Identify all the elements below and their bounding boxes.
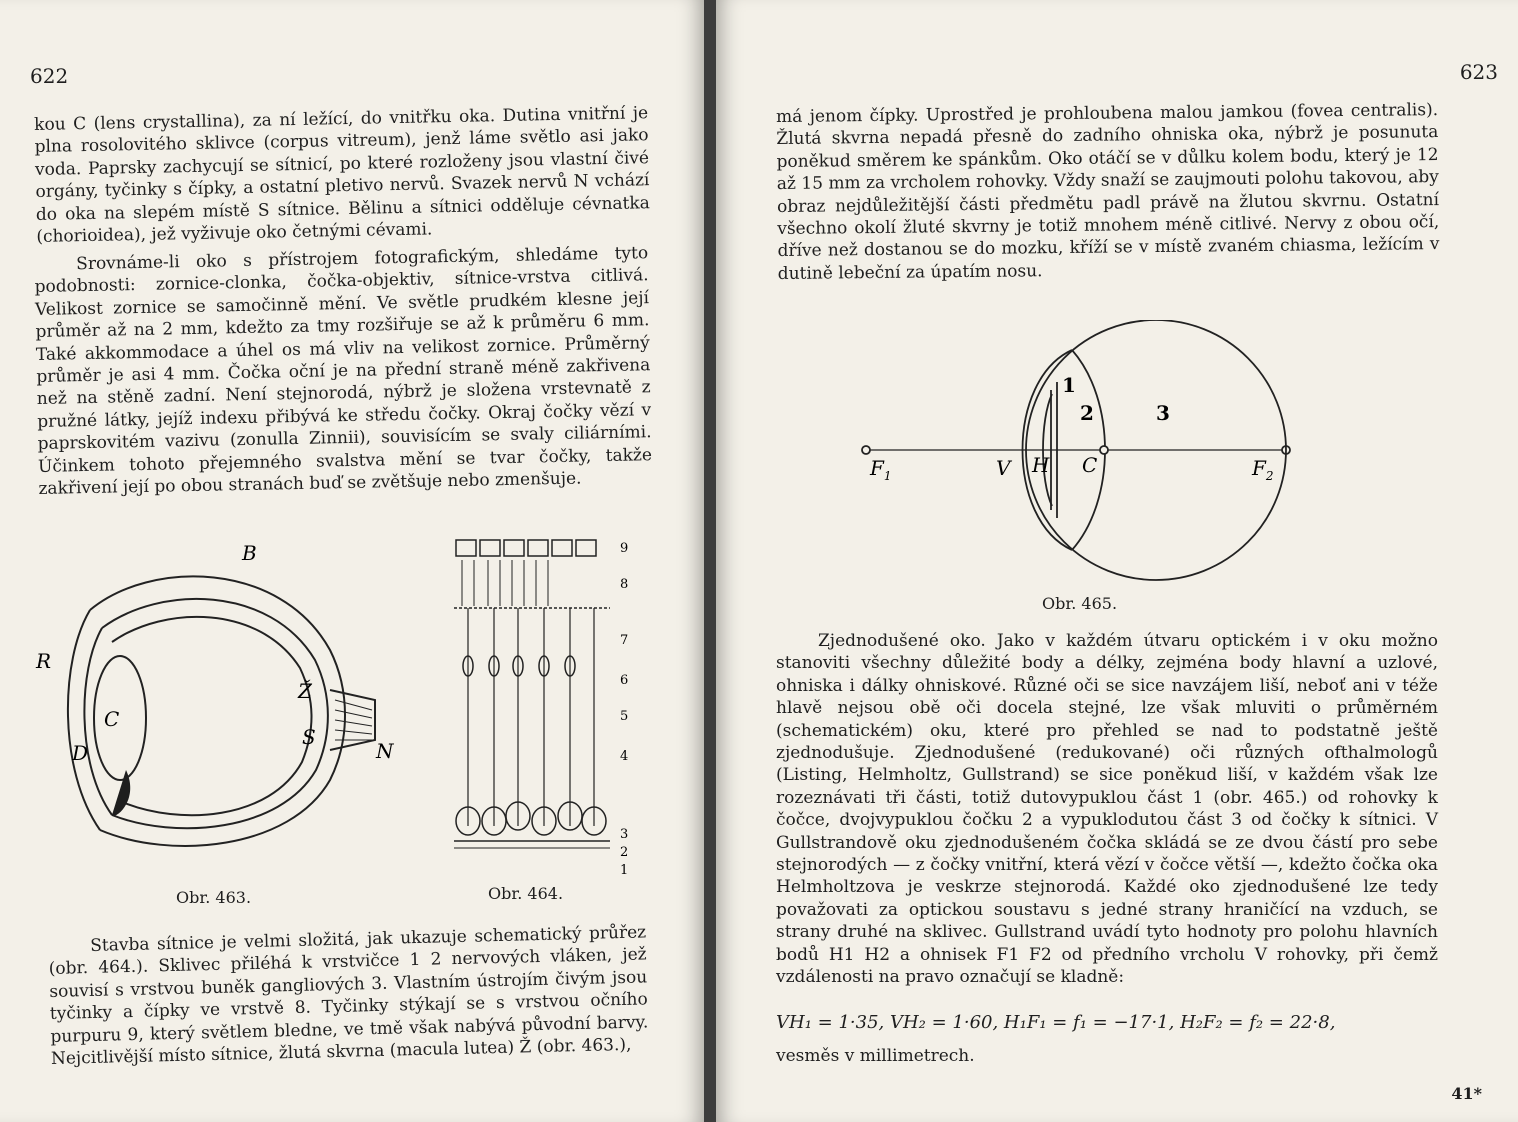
diagram-zone-1: 1 — [1062, 373, 1076, 397]
diagram-label-v: V — [996, 456, 1011, 480]
retina-layer-2: 2 — [620, 845, 629, 860]
eye-cross-section-figure — [30, 540, 400, 880]
eye-label-r: R — [36, 649, 52, 673]
retina-layer-7: 7 — [620, 633, 629, 648]
retina-layer-3: 3 — [620, 827, 629, 842]
simplified-eye-figure — [856, 320, 1306, 590]
diagram-label-f2: $F_2$ — [1252, 456, 1274, 483]
page-number-right: 623 — [1459, 60, 1498, 84]
book-gutter — [704, 0, 716, 1122]
right-paragraph-2 — [776, 630, 1438, 989]
eye-label-d: D — [72, 741, 89, 765]
right-paragraph-1 — [776, 99, 1440, 285]
left-page — [0, 0, 704, 1122]
formula-units-note: vesměs v millimetrech. — [776, 1046, 975, 1066]
left-paragraph-3-text: Stavba sítnice je velmi složitá, jak ukazuje schematický průřez (obr. 464.). Sklivec přiléhá k vrstvičce 1 2 nervových vláken, jež souvisí s vrstvou buněk gangliových 3. Vlastním ústrojím čivým jsou tyčinky a čípky ve vrstvě 8. Tyčinky stýkají se s vrstvou očního purpuru 9, který světlem bledne, ve tmě však nabývá původní barvy. Nejcitlivější místo sítnice, žlutá skvrna (macula lutea) Ž (obr. 463.), — [48, 922, 649, 1069]
eye-label-n: N — [376, 739, 394, 763]
retina-layer-6: 6 — [620, 673, 629, 688]
retina-layer-8: 8 — [620, 577, 629, 592]
right-paragraph-2-text: Zjednodušené oko. Jako v každém útvaru optickém i v oku možno stanoviti všechny důležité body a délky, zejména body hlavní a uzlové, ohniska i dálky ohniskové. Různé oči se sice navzájem liší, neboť ani v téže hlavě nejsou obě oči docela stejné, lze však mluviti o průměrném (schematickém) oku, které pro přehled se nad to podstatně ještě zjednodušuje. Zjednodušené (redukované) oči různých ofthalmologů (Listing, Helmholtz, Gullstrand) se sice poněkud liší, v každém však lze rozeznávati tři části, totiž dutovypuklou část 1 (obr. 465.) od rohovky k čočce, dvojvypuklou čočku 2 a vypuklodutou část 3 od čočky k sítnici. V Gullstrandově oku zjednodušeném čočka skládá se ze dvou částí pro sebe stejnorodých — z čočky vnitřní, která vězí v čočce větší —, kdežto čočka oka Helmholtzova je veskrze stejnorodá. Každé oko zjednodušené lze tedy považovati za optickou soustavu s jedné strany hraničící na vzduch, se strany druhé na sklivec. Gullstrand uvádí tyto hodnoty pro polohu hlavních bodů H1 H2 a ohnisek F1 F2 od předního vrcholu V rohovky, při čemž vzdálenosti na pravo označují se kladně: — [776, 631, 1438, 988]
retina-layer-9: 9 — [620, 541, 629, 556]
left-paragraph-1 — [34, 102, 650, 248]
left-paragraph-1-text: kou C (lens crystallina), za ní ležící, do vnitřku oka. Dutina vnitřní je plna rosolovitého sklivce (corpus vitreum), jenž láme světlo asi jako voda. Paprsky zachycují se sítnicí, po které rozloženy jsou vlastní čivé orgány, tyčinky s čípky, a ostatní pletivo nervů. Svazek nervů N vchází do oka na slepém místě S sítnice. Bělinu a sítnici odděluje cévnatka (chorioidea), jež vyživuje oko četnými cévami. — [34, 103, 651, 248]
diagram-zone-2: 2 — [1080, 401, 1094, 425]
page-number-left: 622 — [30, 64, 69, 88]
eye-label-c: C — [104, 707, 120, 731]
right-page — [716, 0, 1518, 1122]
eye-label-b: B — [242, 541, 257, 565]
retina-layer-5: 5 — [620, 709, 629, 724]
diagram-label-h: H — [1032, 453, 1050, 477]
left-paragraph-3 — [48, 921, 649, 1070]
eye-label-z: Ž — [298, 679, 312, 703]
eye-label-s: S — [302, 725, 316, 749]
diagram-label-c: C — [1082, 453, 1098, 477]
caption-figure-464: Obr. 464. — [488, 884, 564, 903]
retina-layer-4: 4 — [620, 749, 629, 764]
signature-mark: 41* — [1451, 1084, 1482, 1103]
left-paragraph-2-text: Srovnáme-li oko s přístrojem fotografickým, shledáme tyto podobnosti: zornice-clonka, čočka-objektiv, sítnice-vrstva citlivá. Velikost zornice se samočinně mění. Ve světle prudkém klesne její průměr až na 2 mm, kdežto za tmy rozšiřuje se až k průměru 6 mm. Také akkommodace a úhel os má vliv na velikost zornice. Průměrný průměr je asi 4 mm. Čočka oční je na přední straně méně zakřivena než na stěně zadní. Není stejnorodá, nýbrž je složena vrstevnatě z pružné látky, jejíž indexu přibývá ke středu čočky. Okraj čočky vězí v paprskovitém vazivu (zonulla Zinnii), souvisícím se svaly ciliárními. Účinkem tohoto přejemného svalstva mění se tvar čočky, takže zakřivení její po obou stranách buď se zvětšuje nebo zmenšuje. — [34, 243, 653, 500]
diagram-zone-3: 3 — [1156, 401, 1170, 425]
right-paragraph-1-text: má jenom čípky. Uprostřed je prohloubena malou jamkou (fovea centralis). Žlutá skvrna nepadá přesně do zadního ohniska oka, nýbrž je posunuta poněkud směrem ke spánkům. Oko otáčí se v důlku kolem bodu, který je 12 až 15 mm za vrcholem rohovky. Vždy snaží se zaujmouti polohu takovou, aby obraz nejdůležitější části předmětu padl právě na žlutou skvrnu. Ostatní všechno okolí žluté skvrny je totiž mnohem méně citlivé. Nervy z obou očí, dříve než dostanou se do mozku, kříží se v místě zvaném chiasma, ležícím v dutině lebeční za úpatím nosu. — [776, 100, 1440, 284]
caption-figure-465: Obr. 465. — [1042, 594, 1118, 613]
diagram-label-f1: $F_1$ — [870, 456, 892, 483]
caption-figure-463: Obr. 463. — [176, 888, 252, 907]
gullstrand-formula: VH₁ = 1·35, VH₂ = 1·60, H₁F₁ = f₁ = −17·1, H₂F₂ = f₂ = 22·8, — [776, 1012, 1336, 1033]
retina-layers-figure — [440, 536, 640, 882]
left-paragraph-2 — [34, 242, 653, 500]
retina-layer-1: 1 — [620, 863, 629, 878]
